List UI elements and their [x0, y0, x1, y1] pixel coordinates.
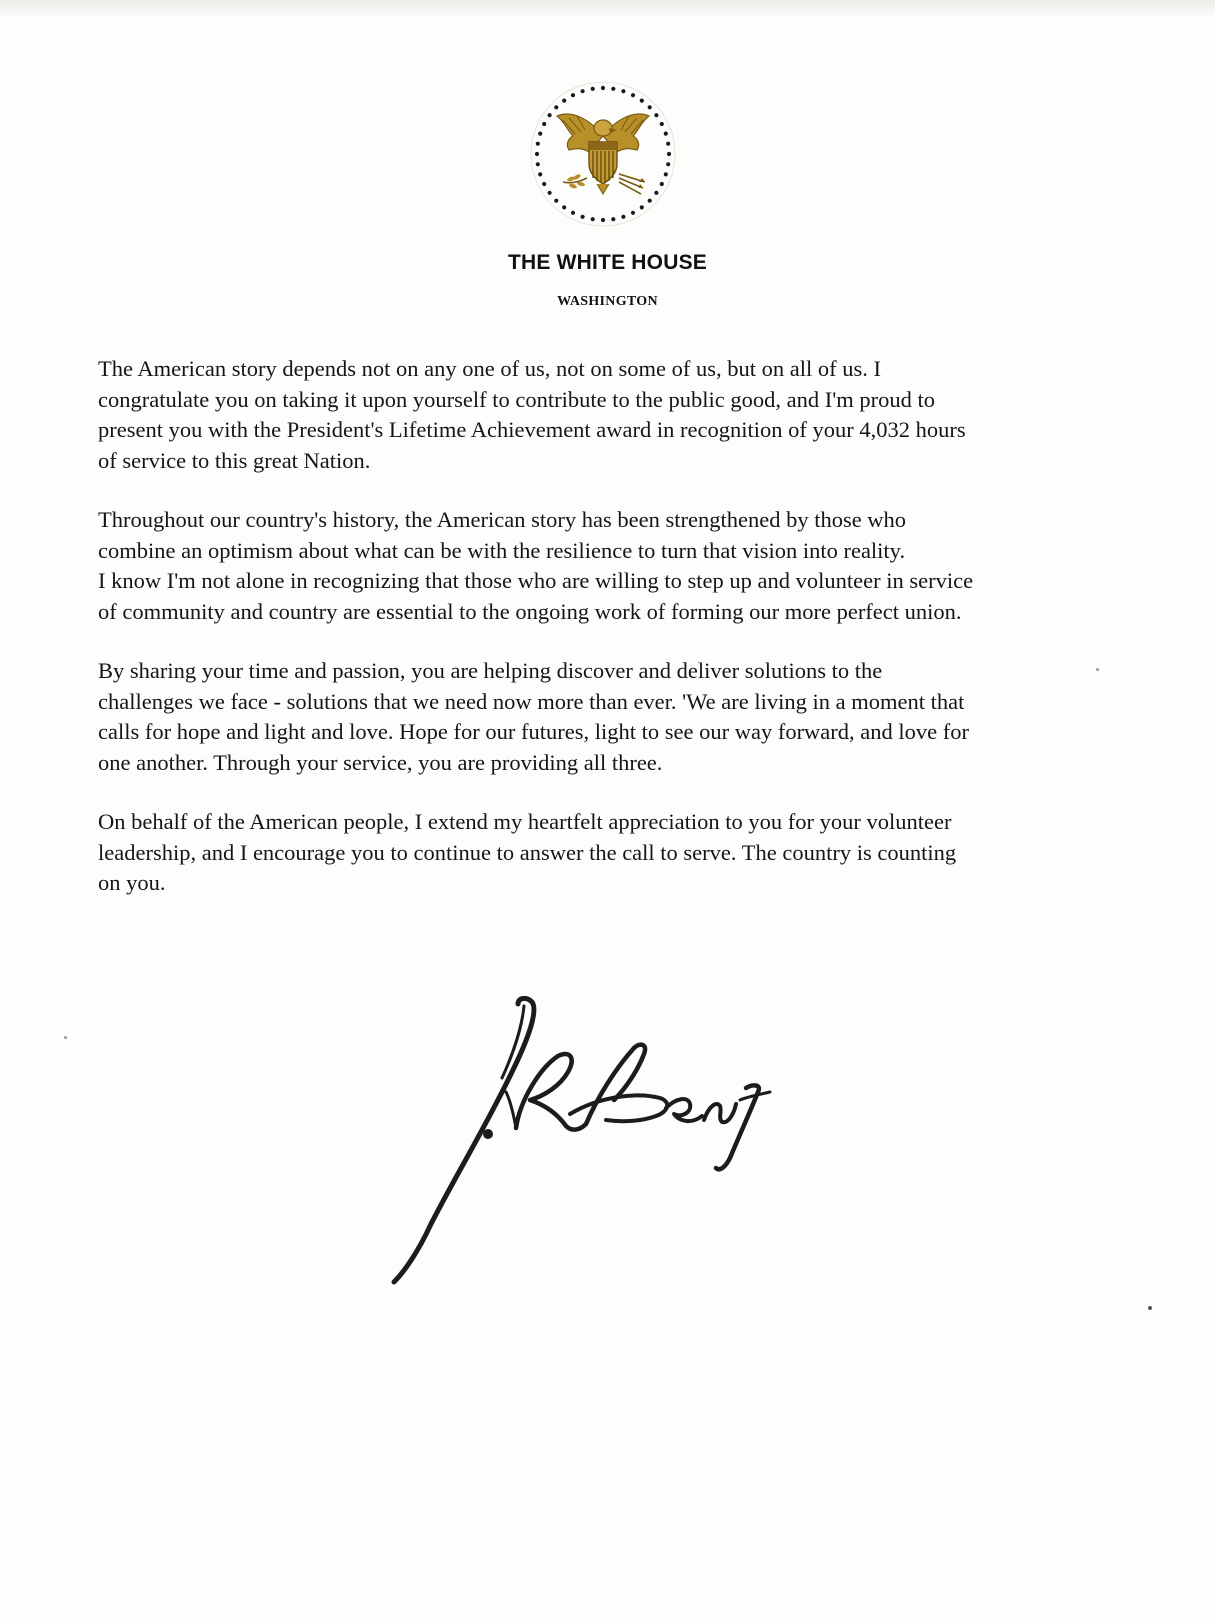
paragraph-line: one another. Through your service, you are providing all three. [98, 749, 663, 775]
paragraph-line: on you. [98, 870, 166, 895]
paragraph-line: congratulate you on taking it upon yourself to contribute to the public good, and I'm proud to [98, 386, 936, 412]
presidential-seal-icon [527, 78, 679, 230]
paragraph-line: Throughout our country's history, the American story has been strengthened by those who [98, 507, 907, 532]
signature-icon [390, 996, 790, 1286]
paragraph-4 [98, 807, 1118, 899]
paper-speck [64, 1036, 67, 1039]
paragraph-line: combine an optimism about what can be with the resilience to turn that vision into reality. [98, 537, 906, 563]
paragraph-line: On behalf of the American people, I extend my heartfelt appreciation to you for your volunteer [98, 809, 952, 834]
paragraph-line: By sharing your time and passion, you are helping discover and deliver solutions to the [98, 658, 883, 683]
letterhead-location: WASHINGTON [557, 294, 658, 309]
page-top-edge [0, 0, 1215, 18]
paragraph-line: leadership, and I encourage you to continue to answer the call to serve. The country is counting [98, 839, 957, 865]
paragraph-line: challenges we face - solutions that we need now more than ever. 'We are living in a moment that [98, 688, 965, 714]
paragraph-line: present you with the President's Lifetime Achievement award in recognition of your 4,032 hours [98, 417, 966, 442]
letter-body [98, 354, 1118, 928]
paper-speck [1096, 668, 1099, 671]
paragraph-3 [98, 656, 1118, 778]
paragraph-line: calls for hope and light and love. Hope for our futures, light to see our way forward, and love for [98, 719, 969, 744]
paragraph-2 [98, 505, 1118, 627]
letterhead-title: THE WHITE HOUSE [507, 251, 707, 274]
paragraph-1 [98, 354, 1118, 476]
paragraph-line: of service to this great Nation. [98, 447, 371, 473]
paragraph-line: The American story depends not on any one of us, not on some of us, but on all of us. I [98, 356, 881, 381]
paper-speck [1148, 1306, 1152, 1310]
paragraph-line: I know I'm not alone in recognizing that those who are willing to step up and volunteer in service [98, 568, 974, 593]
paragraph-line: of community and country are essential to the ongoing work of forming our more perfect union. [98, 598, 962, 624]
